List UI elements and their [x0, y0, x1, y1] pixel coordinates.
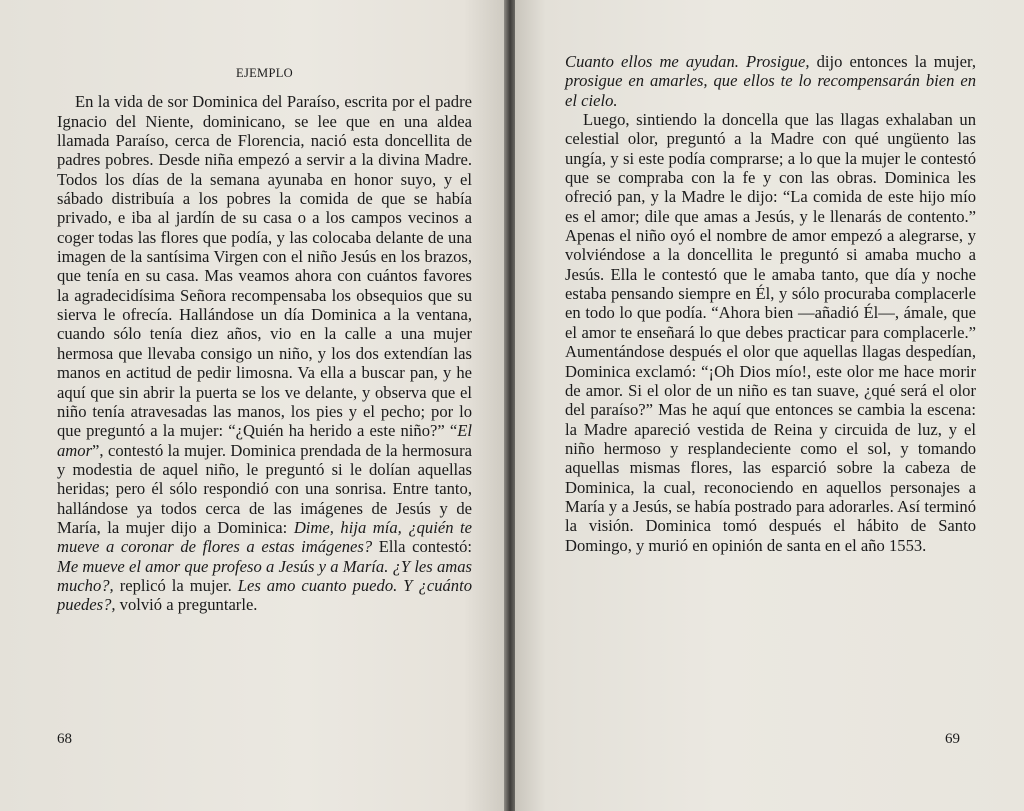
italic-dialogue: Me mueve el amor que profeso a Jesús y a María. ¿Y les amas mucho?, [57, 556, 472, 595]
paragraph-text: volvió a preguntarle. [115, 595, 258, 615]
page-number-right: 69 [945, 730, 960, 747]
paragraph-text: En la vida de sor Dominica del Paraíso, escrita por el padre Ignacio del Niente, dominicano, se lee que en una aldea llamada Paraíso, cerca de Florencia, nació esta doncellita de padres pobres. Desde niña empezó a servir a la divina Madre. Todos los días de la semana ayunaba en honor suyo, y el sábado distribuía a los pobres la comida de que se había privado, e iba al jardín de su casa o a los campos vecinos a coger todas las flores que podía, y las colocaba delante de una imagen de la santísima Virgen con el niño Jesús en los brazos, que tenía en su casa. Mas veamos ahora con cuántos favores la agradecidísima Señora recompensaba los obsequios que su sierva le ofrecía. Hallándose un día Dominica a la ventana, cuando sólo tenía diez años, vio en la calle a una mujer hermosa que llevaba consigo un niño, y los dos extendían las manos en actitud de pedir limosna. Va ella a buscar pan, y he aquí que sin abrir la puerta se los ve delante, y observa que el niño tenía atravesadas las manos, los pies y el pecho; por lo que preguntó a la mujer: “¿Quién ha herido a este niño?” “ [57, 92, 472, 441]
italic-dialogue: Les amo cuanto puedo. Y ¿cuánto puedes?, [57, 575, 472, 615]
book-gutter [504, 0, 515, 811]
paragraph-text: Ella contestó: [372, 537, 472, 557]
italic-phrase: El amor [57, 421, 472, 460]
italic-dialogue: Cuanto ellos me ayudan. Prosigue, [565, 52, 810, 71]
paragraph-text: ”, contestó la mujer. Dominica prendada de la hermosura y modestia de aquel niño, le preguntó si le dolían aquellas heridas; pero él sólo respondió con una sonrisa. Entre tanto, hallándose ya todos cerca de las imágenes de Jesús y de María, la mujer dijo a Dominica: [57, 440, 472, 537]
right-page-paragraph: Luego, sintiendo la doncella que las llagas exhalaban un celestial olor, preguntó a la Madre con qué ungüento las ungía, y si este podía comprarse; a lo que la mujer le contestó que se compraba con la fe y con las obras. Dominica les ofreció pan, y la Madre le dijo: “La comida de este hijo mío es el amor; dile que amas a Jesús, y le llenarás de contento.” Apenas el niño oyó el nombre de amor empezó a alegrarse, y volviéndose a la doncellita le preguntó si amaba mucho a Jesús. Ella le contestó que le amaba tanto, que día y noche estaba pensando siempre en Él, y sólo procuraba complacerle en todo lo que podía. “Ahora bien —añadió Él—, ámale, que el amor te enseñará lo que debes practicar para complacerle.” Aumentándose después el olor que aquellas llagas despedían, Dominica exclamó: “¡Oh Dios mío!, este olor me hace morir de amor. Si el olor de un niño es tan suave, ¿qué será el olor del paraíso?” Mas he aquí que entonces se cambia la escena: la Madre apareció vestida de Reina y circuida de luz, y el niño hermoso y resplandeciente como el sol, y tomando aquellas mismas flores, las esparció sobre la cabeza de Dominica, la cual, reconociendo en aquellos personajes a María y a Jesús, se había postrado para adorarles. Así terminó la visión. Dominica tomó después el hábito de Santo Domingo, y murió en opinión de santa en el año 1553. [565, 110, 976, 555]
running-head: EJEMPLO [236, 66, 293, 80]
italic-dialogue: prosigue en amarles, que ellos te lo recompensarán bien en el cielo. [565, 71, 976, 110]
right-page-continuation [565, 52, 976, 110]
page-number-left: 68 [57, 730, 72, 747]
right-page [515, 0, 1024, 811]
paragraph-text: replicó la mujer. [113, 575, 238, 595]
left-page [0, 0, 504, 811]
paragraph-text: dijo entonces la mujer, [809, 52, 976, 71]
italic-dialogue: Dime, hija mía, ¿quién te mueve a coronar de flores a estas imágenes? [57, 517, 472, 557]
left-page-paragraph [57, 92, 472, 614]
